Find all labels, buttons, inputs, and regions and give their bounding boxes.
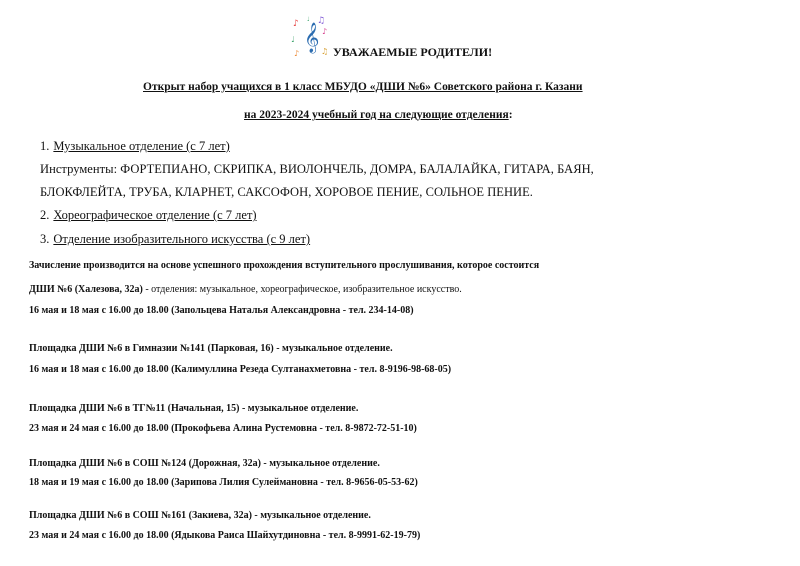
- department-number: 2.: [40, 208, 50, 222]
- svg-text:♪: ♪: [294, 49, 300, 58]
- department-choreography: [40, 208, 257, 223]
- department-number: 3.: [40, 232, 50, 246]
- site-time: 23 мая и 24 мая с 16.00 до 18.00 (Ядыкова Раиса Шайхутдиновна - тел. 8-9991-62-19-79): [29, 530, 421, 541]
- enrollment-announcement: Открыт набор учащихся в 1 класс МБУДО «ДШИ №6» Советского района г. Казани: [143, 81, 583, 93]
- svg-text:𝄞: 𝄞: [304, 23, 320, 53]
- department-number: 1.: [40, 139, 50, 153]
- department-music: [40, 139, 230, 154]
- instruments-line-2: БЛОКФЛЕЙТА, ТРУБА, КЛАРНЕТ, САКСОФОН, ХОРОВОЕ ПЕНИЕ, СОЛЬНОЕ ПЕНИЕ.: [40, 185, 533, 199]
- site-place: Площадка ДШИ №6 в СОШ №124 (Дорожная, 32а) - музыкальное отделение.: [29, 458, 380, 469]
- site-time: 16 мая и 18 мая с 16.00 до 18.00 (Калимуллина Резеда Султанахметовна - тел. 8-9196-98-68-05): [29, 364, 452, 375]
- svg-text:♪: ♪: [322, 27, 328, 36]
- site-place: Площадка ДШИ №6 в ТГ№11 (Начальная, 15) - музыкальное отделение.: [29, 403, 359, 414]
- main-site-departments: - отделения: музыкальное, хореографическое, изобразительное искусство.: [142, 284, 462, 295]
- school-year-colon: :: [508, 109, 513, 121]
- instruments-line-1: Инструменты: ФОРТЕПИАНО, СКРИПКА, ВИОЛОНЧЕЛЬ, ДОМРА, БАЛАЛАЙКА, ГИТАРА, БАЯН,: [40, 162, 594, 176]
- department-art: [40, 232, 310, 247]
- site-place: Площадка ДШИ №6 в Гимназии №141 (Парковая, 16) - музыкальное отделение.: [29, 343, 393, 354]
- main-site-time: 16 мая и 18 мая с 16.00 до 18.00 (Запольцева Наталья Александровна - тел. 234-14-08): [29, 305, 414, 316]
- department-title: Отделение изобразительного искусства (с 9 лет): [53, 232, 311, 246]
- site-time: 18 мая и 19 мая с 16.00 до 18.00 (Зарипова Лилия Сулеймановна - тел. 8-9656-05-53-62): [29, 477, 418, 488]
- department-title: Музыкальное отделение (с 7 лет): [53, 139, 230, 153]
- treble-clef-music-notes-icon: [291, 14, 331, 60]
- svg-text:♫: ♫: [317, 16, 326, 26]
- main-site-name: ДШИ №6 (Халезова, 32а): [29, 284, 143, 295]
- svg-text:♩: ♩: [307, 16, 310, 23]
- school-year-text: на 2023-2024 учебный год на следующие отделения: [244, 109, 509, 121]
- site-time: 23 мая и 24 мая с 16.00 до 18.00 (Прокофьева Алина Рустемовна - тел. 8-9872-72-51-10): [29, 423, 417, 434]
- page-title: УВАЖАЕМЫЕ РОДИТЕЛИ!: [333, 45, 493, 59]
- svg-text:♫: ♫: [321, 47, 329, 56]
- enrollment-intro: Зачисление производится на основе успешного прохождения вступительного прослушивания, которое состоится: [29, 260, 540, 271]
- school-year-line: [244, 109, 513, 121]
- site-place: Площадка ДШИ №6 в СОШ №161 (Закиева, 32а) - музыкальное отделение.: [29, 510, 371, 521]
- main-site-place: [29, 284, 462, 295]
- department-title: Хореографическое отделение (с 7 лет): [53, 208, 257, 222]
- svg-text:♪: ♪: [293, 19, 299, 29]
- svg-text:♩: ♩: [291, 35, 295, 44]
